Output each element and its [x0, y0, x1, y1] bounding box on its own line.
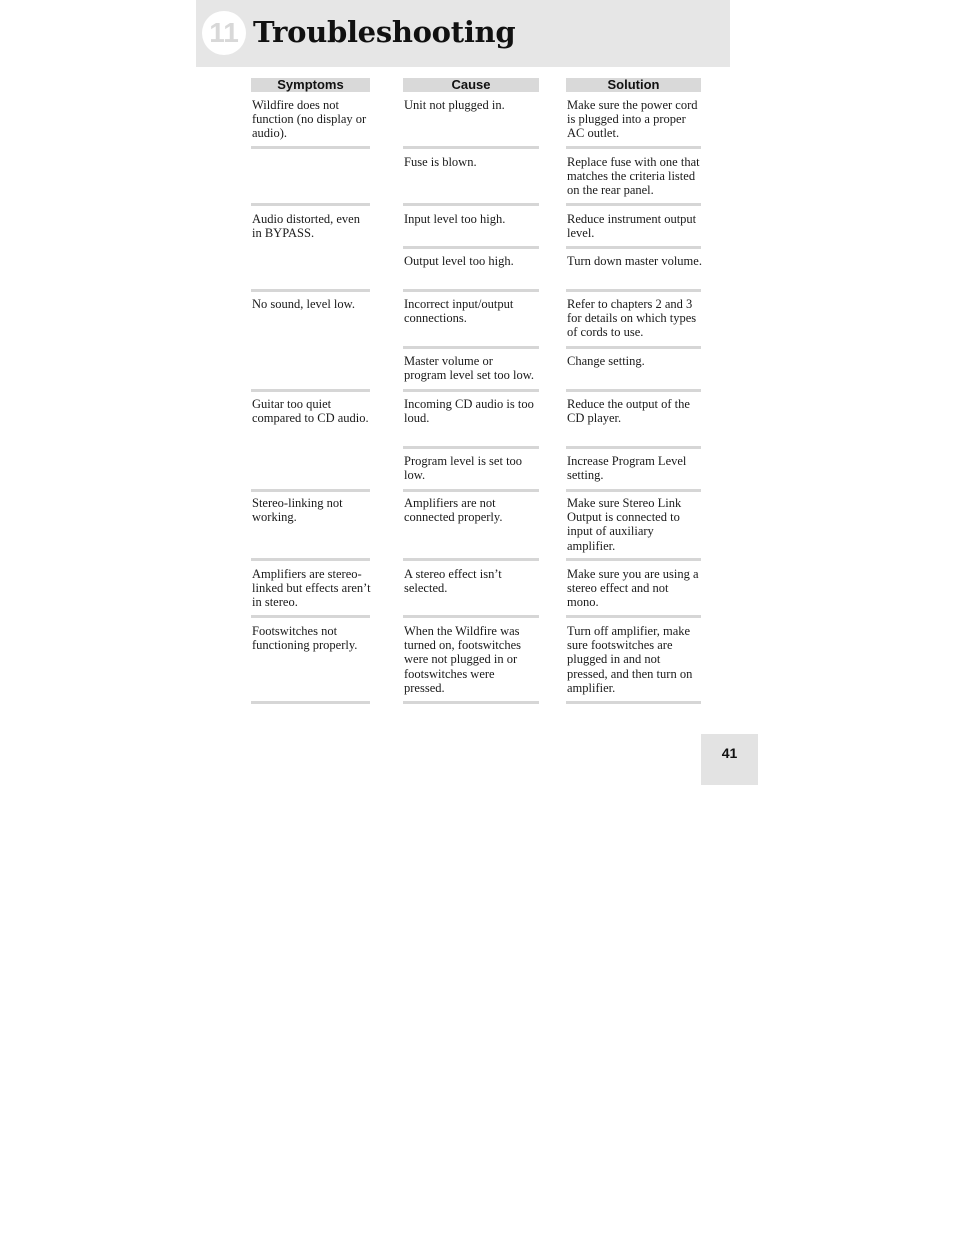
table-cell-cause: Unit not plugged in. — [404, 98, 505, 112]
table-cell-cause: When the Wildfire was turned on, footswitches were not plugged in or footswitches were pressed. — [404, 624, 521, 695]
table-cell-solution: Turn down master volume. — [567, 254, 702, 268]
table-cell-cause: Incoming CD audio is too loud. — [404, 397, 534, 426]
table-cell-cause: Program level is set too low. — [404, 454, 523, 483]
table-cell-symptom: Footswitches not functioning properly. — [252, 624, 358, 653]
row-divider — [566, 489, 701, 492]
table-cell-solution: Reduce the output of the CD player. — [567, 397, 690, 426]
row-divider — [251, 615, 370, 618]
row-divider — [566, 389, 701, 392]
table-cell-symptom: Stereo-linking not working. — [252, 496, 343, 525]
table-cell-cause: Incorrect input/output connections. — [404, 297, 514, 326]
row-divider — [251, 558, 370, 561]
row-divider — [251, 146, 370, 149]
table-cell-solution: Increase Program Level setting. — [567, 454, 687, 483]
table-cell-cause: Output level too high. — [404, 254, 514, 268]
table-cell-cause: Fuse is blown. — [404, 155, 477, 169]
row-divider — [403, 289, 539, 292]
row-divider — [566, 446, 701, 449]
table-cell-solution: Make sure Stereo Link Output is connected to input of auxiliary amplifier. — [567, 496, 682, 553]
row-divider — [251, 701, 370, 704]
row-divider — [403, 489, 539, 492]
row-divider — [566, 346, 701, 349]
table-cell-cause: Input level too high. — [404, 212, 506, 226]
row-divider — [566, 146, 701, 149]
column-header-symptoms: Symptoms — [251, 78, 370, 92]
row-divider — [566, 701, 701, 704]
table-cell-solution: Reduce instrument output level. — [567, 212, 697, 241]
row-divider — [251, 289, 370, 292]
table-cell-cause: Amplifiers are not connected properly. — [404, 496, 503, 525]
column-header-cause: Cause — [403, 78, 539, 92]
table-cell-symptom: Amplifiers are stereo-linked but effects aren’t in stereo. — [252, 567, 371, 610]
row-divider — [566, 615, 701, 618]
column-header-solution: Solution — [566, 78, 701, 92]
row-divider — [403, 701, 539, 704]
chapter-number-badge: 11 — [202, 11, 246, 55]
row-divider — [251, 489, 370, 492]
row-divider — [403, 146, 539, 149]
page-number-box — [701, 734, 758, 785]
table-cell-symptom: No sound, level low. — [252, 297, 355, 311]
table-cell-solution: Refer to chapters 2 and 3 for details on which types of cords to use. — [567, 297, 697, 340]
row-divider — [251, 389, 370, 392]
page-title: Troubleshooting — [253, 15, 516, 49]
row-divider — [566, 558, 701, 561]
page-number: 41 — [721, 745, 738, 761]
row-divider — [403, 203, 539, 206]
row-divider — [566, 246, 701, 249]
row-divider — [403, 389, 539, 392]
table-cell-solution: Replace fuse with one that matches the criteria listed on the rear panel. — [567, 155, 700, 198]
row-divider — [403, 558, 539, 561]
row-divider — [403, 346, 539, 349]
table-cell-symptom: Wildfire does not function (no display or audio). — [252, 98, 367, 141]
table-cell-solution: Make sure you are using a stereo effect and not mono. — [567, 567, 699, 610]
row-divider — [566, 289, 701, 292]
row-divider — [403, 446, 539, 449]
table-cell-cause: A stereo effect isn’t selected. — [404, 567, 502, 596]
table-cell-symptom: Audio distorted, even in BYPASS. — [252, 212, 360, 241]
row-divider — [566, 203, 701, 206]
table-cell-cause: Master volume or program level set too low. — [404, 354, 535, 383]
row-divider — [403, 246, 539, 249]
row-divider — [251, 203, 370, 206]
row-divider — [403, 615, 539, 618]
table-cell-solution: Turn off amplifier, make sure footswitches are plugged in and not pressed, and then turn on amplifier. — [567, 624, 693, 695]
table-cell-solution: Change setting. — [567, 354, 645, 368]
chapter-header — [196, 0, 730, 67]
table-cell-symptom: Guitar too quiet compared to CD audio. — [252, 397, 369, 426]
table-cell-solution: Make sure the power cord is plugged into a proper AC outlet. — [567, 98, 698, 141]
